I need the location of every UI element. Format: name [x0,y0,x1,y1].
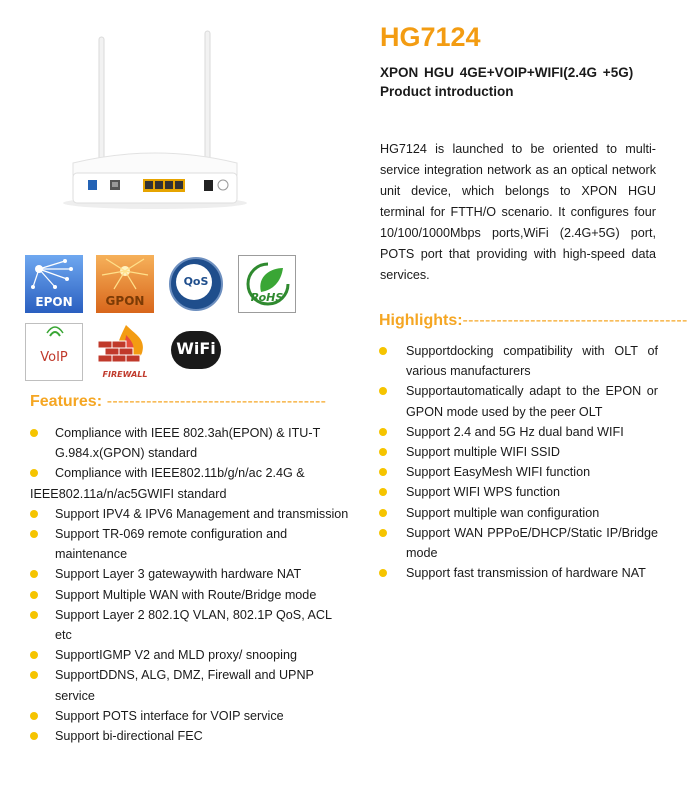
highlight-item: Support fast transmission of hardware NAT [379,563,658,583]
bullet-icon [30,530,38,538]
highlight-item: Support multiple wan configuration [379,503,658,523]
bullet-icon [379,529,387,537]
voip-icon [25,323,83,381]
bullet-icon [379,347,387,355]
voip-icon-label: VoIP [40,350,68,365]
bullet-icon [30,429,38,437]
bullet-icon [30,469,38,477]
features-list [30,423,350,746]
bullet-icon [379,428,387,436]
feature-item: Support Multiple WAN with Route/Bridge mode [30,585,350,605]
gpon-icon [96,255,154,313]
highlight-item: Supportdocking compatibility with OLT of various manufacturers [379,341,658,381]
bullet-icon [30,611,38,619]
highlights-list [379,341,658,583]
bullet-icon [30,570,38,578]
bullet-icon [30,591,38,599]
highlight-item: Support WIFI WPS function [379,482,658,502]
highlight-item: Support WAN PPPoE/DHCP/Static IP/Bridge mode [379,523,658,563]
product-model-title: HG7124 [380,22,481,52]
features-heading [30,393,326,411]
highlight-item: Supportautomatically adapt to the EPON or GPON mode used by the peer OLT [379,381,658,421]
features-title: Features: [30,393,103,410]
gpon-icon-label: GPON [105,294,145,308]
highlight-item: Support multiple WIFI SSID [379,442,658,462]
bullet-icon [30,651,38,659]
highlight-item: Support EasyMesh WIFI function [379,462,658,482]
wifi-icon-label: WiFi [176,339,216,358]
bullet-icon [379,387,387,395]
highlights-title: Highlights: [379,312,463,329]
bullet-icon [379,509,387,517]
feature-item: Support Layer 3 gatewaywith hardware NAT [30,564,350,584]
feature-item: SupportDDNS, ALG, DMZ, Firewall and UPNP service [30,665,350,705]
feature-item: Support IPV4 & IPV6 Management and transmission [30,504,350,524]
feature-item: Compliance with IEEE802.11b/g/n/ac 2.4G & IEEE802.11a/n/ac5GWIFI standard [30,466,305,501]
bullet-icon [30,712,38,720]
firewall-icon-label: FIREWALL [102,370,148,379]
feature-item: SupportIGMP V2 and MLD proxy/ snooping [30,645,350,665]
wifi-icon [167,323,225,381]
highlights-divider: ---------------------------------------- [462,312,688,329]
bullet-icon [379,569,387,577]
epon-icon [25,255,83,313]
bullet-icon [379,468,387,476]
features-divider: --------------------------------------- [102,393,327,410]
bullet-icon [30,732,38,740]
subtitle-line-2: Product introduction [380,84,514,99]
epon-icon-label: EPON [35,295,73,309]
product-subtitle [380,63,680,101]
feature-item: Support POTS interface for VOIP service [30,706,350,726]
feature-item: Support bi-directional FEC [30,726,350,746]
highlights-heading [379,312,688,330]
product-image [55,25,280,250]
rohs-icon-label: RoHS [250,291,284,304]
feature-item: Support Layer 2 802.1Q VLAN, 802.1P QoS, ACL etc [30,605,350,645]
qos-icon [167,255,225,313]
bullet-icon [379,488,387,496]
feature-item: Compliance with IEEE 802.3ah(EPON) & ITU-T G.984.x(GPON) standard [30,423,350,463]
bullet-icon [30,510,38,518]
feature-item: Support TR-069 remote configuration and maintenance [30,524,350,564]
qos-icon-label: QoS [183,275,209,288]
rohs-icon [238,255,296,313]
bullet-icon [30,671,38,679]
highlight-item: Support 2.4 and 5G Hz dual band WIFI [379,422,658,442]
firewall-icon [96,323,154,381]
bullet-icon [379,448,387,456]
product-introduction: HG7124 is launched to be oriented to multi-service integration network as an optical network unit device, which belongs to XPON HGU terminal for FTTH/O scenario. It configures four 10/100/1000Mbps ports,WiFi (2.4G+5G) port, POTS port that providing with high-speed data services. [380,142,656,282]
subtitle-line-1: XPON HGU 4GE+VOIP+WIFI(2.4G +5G) [380,65,634,80]
